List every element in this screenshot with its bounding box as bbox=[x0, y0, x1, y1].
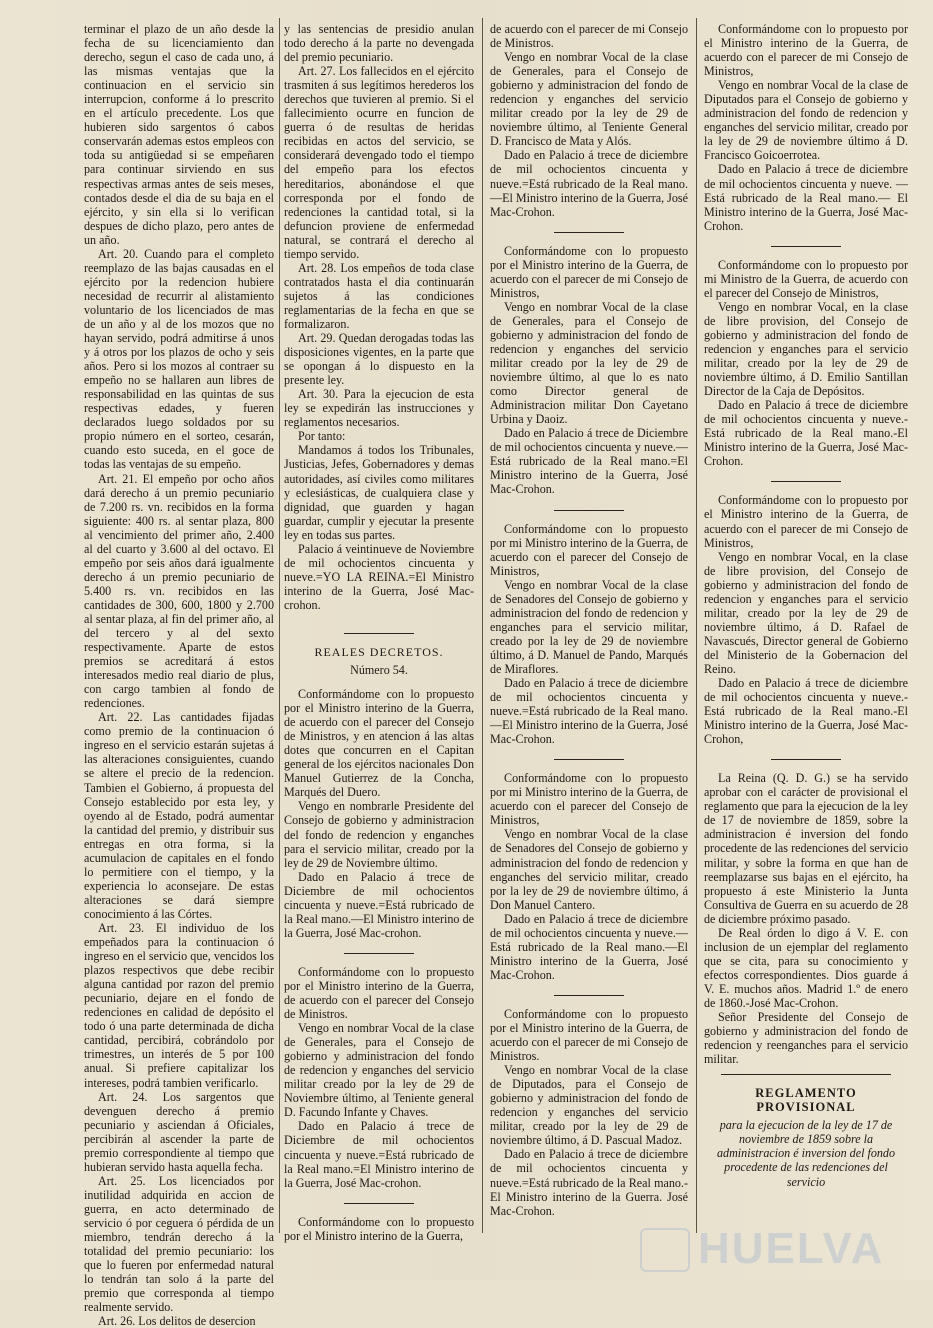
column-1 bbox=[84, 22, 274, 1328]
royal-order: La Reina (Q. D. G.) se ha servido aprobar con el carácter de provisional el reglamento que para la ejecucion de la ley de 17 de noviembre de 1859, sobre la administracion é inversion del fondo procedente de las redenciones del servicio militar, y sobre la forma en que han de reemplazarse sus bajas en el ejército, ha propuesto á este Ministerio la Junta Consultiva de Guerra en su acuerdo de 28 de diciembre próximo pasado. bbox=[704, 771, 908, 926]
paragraph: Conformándome con lo propuesto por el Ministro interino de la Guerra, de acuerdo con el parecer de mi Consejo de Ministros, bbox=[704, 493, 908, 550]
article-28: Art. 28. Los empeños de toda clase contratados hasta el dia continuarán sujetos á las condiciones reglamentarias de la fecha en que se formalizaron. bbox=[284, 260, 474, 331]
paragraph: Dado en Palacio á trece de diciembre de mil ochocientos cincuenta y nueve.—Está rubricado de la Real mano.—El Ministro interino de la Guerra, José Mac-Crohon. bbox=[490, 911, 688, 982]
paragraph: Vengo en nombrar Vocal de la clase de Generales, para el Consejo de gobierno y administracion del fondo de redencion y enganches del servicio militar creado por la ley de 29 de noviembre último, al Teniente General D. Francisco de Mata y Alós. bbox=[490, 50, 688, 149]
decree-number: Número 54. bbox=[350, 663, 408, 678]
paragraph: Vengo en nombrar Vocal de la clase de Diputados para el Consejo de gobierno y administracion del fondo de redencion y enganches del servicio militar, creado por la ley de 29 de noviembre último á D. Francisco Goicoerrotea. bbox=[704, 78, 908, 163]
paragraph: y las sentencias de presidio anulan todo derecho á la parte no devengada del premio pecuniario. bbox=[284, 22, 474, 65]
paragraph: Conformándome con lo propuesto por mi Ministro de la Guerra, de acuerdo con el parecer del Consejo de Ministros, bbox=[704, 257, 908, 300]
paragraph: Conformándome con lo propuesto por mi Ministro interino de la Guerra, de acuerdo con el parecer del Consejo de Ministros, bbox=[490, 521, 688, 578]
paragraph: Vengo en nombrar Vocal de la clase de Generales, para el Consejo de gobierno y administracion del fondo de redencion y enganches del servicio militar creado por la ley de 29 de noviembre último, al que lo es nato como Director general de Administracion militar Don Cayetano Urbina y Daoiz. bbox=[490, 299, 688, 427]
paragraph: Dado en Palacio á trece de Diciembre de mil ochocientos cincuenta y nueve.—Está rubricado de la Real mano.=El Ministro interino de la Guerra, José Mac-Crohon. bbox=[490, 426, 688, 497]
paragraph: Conformándome con lo propuesto por el Ministro interino de la Guerra, de acuerdo con el parecer de mi Consejo de Ministros, bbox=[704, 22, 908, 79]
paragraph: Vengo en nombrar Vocal de la clase de Generales, para el Consejo de gobierno y administracion del fondo de redencion y enganches del servicio militar creado por la ley de 29 de Noviembre último, al Teniente general D. Facundo Infante y Chaves. bbox=[284, 1021, 474, 1120]
article-30: Art. 30. Para la ejecucion de esta ley se expedirán las instrucciones y reglamentos necesarios. bbox=[284, 387, 474, 430]
paragraph: Por tanto: bbox=[298, 429, 346, 444]
column-3 bbox=[490, 22, 688, 1232]
separator-rule bbox=[771, 481, 841, 482]
separator-rule bbox=[771, 246, 841, 247]
column-2 bbox=[284, 22, 474, 1243]
article-23: Art. 23. El individuo de los empeñados para la continuacion ó ingreso en el servicio que, vencidos los plazos respectivos que debe recibir alguna cantidad por razon del premio pecuniario, dejare en el fondo de redenciones en calidad de depósito el todo ó una parte determinada de dicha cantidad, percibirá, cobrándolo por trimestres, un interés de 5 por 100 anual. Si prefiere capitalizar los intereses, podrá tambien verificarlo. bbox=[84, 921, 274, 1090]
paragraph: Mandamos á todos los Tribunales, Justicias, Jefes, Gobernadores y demas autoridades, así civiles como militares y eclesiásticas, de cualquiera clase y dignidad, que guarden y hagan guardar, cumplir y ejecutar la presente ley en todas sus partes. bbox=[284, 443, 474, 542]
paragraph: Conformándome con lo propuesto por el Ministro interino de la Guerra, bbox=[284, 1214, 474, 1243]
watermark-logo bbox=[640, 1222, 900, 1274]
article-25: Art. 25. Los licenciados por inutilidad adquirida en accion de guerra, en acto determinado de servicio ó por ceguera ó pérdida de un miembro, tendrán derecho á la totalidad del premio pecuniario: los que lo fueren por enfermedad natural lo tendrán tan solo á la parte del premio que corresponda al tiempo realmente servido. bbox=[84, 1173, 274, 1315]
article-21: Art. 21. El empeño por ocho años dará derecho á un premio pecuniario de 7.200 rs. vn. recibidos en la forma siguiente: 400 rs. al sentar plaza, 800 al vencimiento del primer año, 2.400 al del cuarto y 3.600 al del octavo. El empeño por seis años dará igualmente derecho á un premio pecuniario de 5.400 rs. vn. recibidos en las cantidades de 300, 600, 1800 y 2.700 al sentar plaza, al fin del primer año, al del tercero y al del sexto respectivamente. Aparte de estos premios se acreditará á estos interesados medio real diario de plus, con cargo tambien al fondo de redenciones. bbox=[84, 471, 274, 711]
paragraph: Dado en Palacio á trece de diciembre de mil ochocientos cincuenta y nueve.=Está rubricado de la Real mano.—El Ministro interino de la Guerra, José Mac-Crohon. bbox=[490, 676, 688, 747]
paragraph: Conformándome con lo propuesto por el Ministro interino de la Guerra, de acuerdo con el parecer del Consejo de Ministros. bbox=[284, 964, 474, 1022]
paragraph: De Real órden lo digo á V. E. con inclusion de un ejemplar del reglamento que se cita, para su conocimiento y efectos correspondientes. Dios guarde á V. E. muchos años. Madrid 1.º de enero de 1860.-José Mac-Crohon. bbox=[704, 925, 908, 1010]
paragraph: Dado en Palacio á trece de diciembre de mil ochocientos cincuenta y nueve.-Está rubricado de la Real mano.-El Ministro interino de la Guerra, José Mac-Crohon. bbox=[704, 398, 908, 469]
separator-rule bbox=[554, 510, 624, 511]
paragraph: Vengo en nombrarle Presidente del Consejo de gobierno y administracion del fondo de redencion y enganches para el servicio militar, creado por la ley de 29 de Noviembre último. bbox=[284, 799, 474, 870]
column-rule bbox=[696, 18, 697, 1233]
paragraph: Vengo en nombrar Vocal de la clase de Senadores del Consejo de gobierno y administracion del fondo de redencion y enganches del servicio militar, creado por la ley de 29 de noviembre último, á Don Manuel Cantero. bbox=[490, 827, 688, 912]
article-26: Art. 26. Los delitos de desercion bbox=[98, 1314, 256, 1328]
section-heading: REALES DECRETOS. bbox=[314, 644, 444, 659]
column-rule bbox=[279, 18, 280, 1233]
separator-rule bbox=[344, 953, 414, 954]
paragraph: de acuerdo con el parecer de mi Consejo de Ministros. bbox=[490, 22, 688, 51]
paragraph: Dado en Palacio á trece de Diciembre de mil ochocientos cincuenta y nueve.=Está rubricado de la Real mano.=El Ministro interino de la Guerra, José Mac-crohon. bbox=[284, 1119, 474, 1190]
separator-rule bbox=[554, 995, 624, 996]
watermark-text: HUELVA bbox=[698, 1224, 885, 1273]
paragraph: Conformándome con lo propuesto por el Ministro interino de la Guerra, de acuerdo con el parecer de mi Consejo de Ministros, bbox=[490, 243, 688, 300]
article-24: Art. 24. Los sargentos que devenguen derecho á premio pecuniario y asciendan á Oficiales, percibirán al ascender la parte de premio correspondiente al tiempo que hubieran servido hasta aquella fecha. bbox=[84, 1089, 274, 1174]
separator-rule bbox=[554, 232, 624, 233]
paragraph: Conformándome con lo propuesto por el Ministro interino de la Guerra, de acuerdo con el parecer de mi Consejo de Ministros. bbox=[490, 1006, 688, 1064]
separator-rule bbox=[344, 1203, 414, 1204]
separator-rule bbox=[771, 759, 841, 760]
paragraph: Dado en Palacio á trece de diciembre de mil ochocientos cincuenta y nueve.-Está rubricado de la Real mano.-El Ministro interino de la Guerra, José Mac-Crohon, bbox=[704, 676, 908, 747]
paragraph: Vengo en nombrar Vocal de la clase de Diputados, para el Consejo de gobierno y administracion del fondo de redencion y enganches del servicio militar, creado por la ley de 29 de noviembre último, á D. Pascual Madoz. bbox=[490, 1063, 688, 1148]
paragraph: Vengo en nombrar Vocal, en la clase de libre provision, del Consejo de gobierno y administracion del fondo de redencion y enganches para el servicio militar, creado por la ley de 29 de noviembre último, á D. Rafael de Navascués, Director general de Gobierno del Ministerio de la Gobernacion del Reino. bbox=[704, 549, 908, 676]
separator-rule bbox=[344, 633, 414, 634]
regulation-subtitle: para la ejecucion de la ley de 17 de noviembre de 1859 sobre la administracion é inversion del fondo procedente de las redenciones del servicio bbox=[716, 1118, 896, 1189]
paragraph: Dado en Palacio á trece de diciembre de mil ochocientos cincuenta y nueve.=Está rubricado de la Real mano.—El Ministro interino de la Guerra, José Mac-Crohon. bbox=[490, 148, 688, 219]
paragraph: Conformándome con lo propuesto por el Ministro interino de la Guerra, de acuerdo con el parecer del Consejo de Ministros, y en atencion á las altas dotes que concurren en el Capitan general de los ejércitos nacionales Don Manuel Gutierrez de la Concha, Marqués del Duero. bbox=[284, 687, 474, 800]
paragraph: Dado en Palacio á trece de diciembre de mil ochocientos cincuenta y nueve. —Está rubricado de la Real mano.— El Ministro interino de la Guerra, José Mac-Crohon. bbox=[704, 162, 908, 233]
article-27: Art. 27. Los fallecidos en el ejército trasmiten á sus legítimos herederos los derechos que tuvieren al premio. Si el fallecimiento ocurre en funcion de guerra ó de resultas de heridas recibidas en actos del servicio, se considerará devengado todo el tiempo del empeño para los efectos hereditarios, abonándose el que corresponda por el fondo de redenciones la cantidad total, si la defuncion proviene de enfermedad natural, se contrará el derecho al tiempo servido. bbox=[284, 64, 474, 261]
regulation-title: REGLAMENTO PROVISIONAL bbox=[755, 1086, 857, 1115]
addressee: Señor Presidente del Consejo de gobierno y administracion del fondo de redencion y reenganches para el servicio militar. bbox=[704, 1010, 908, 1067]
article-29: Art. 29. Quedan derogadas todas las disposiciones vigentes, en la parte que se opongan á lo dispuesto en la presente ley. bbox=[284, 331, 474, 388]
paragraph: terminar el plazo de un año desde la fecha de su licenciamiento dan derecho, segun el caso de cada uno, á las mismas ventajas que la continuacion en el servicio sin interrupcion, conforme á lo prescrito en el artículo precedente. Los que hubieren sido sargentos ó cabos conservarán ademas estos empleos con toda su antigüedad si se empeñaren para continuar sirviendo en sus respectivas armas antes de seis meses, contados desde el dia de su baja en el ejército, y sin ella si lo verifican despues de dicho plazo, pero antes de un año. bbox=[84, 22, 274, 247]
signature-line: Palacio á veintinueve de Noviembre de mil ochocientos cincuenta y nueve.=YO LA REINA.=El Ministro interino de la Guerra, José Mac-crohon. bbox=[284, 541, 474, 612]
separator-rule bbox=[554, 759, 624, 760]
seal-icon bbox=[640, 1228, 690, 1272]
paragraph: Vengo en nombrar Vocal, en la clase de libre provision, del Consejo de gobierno y administracion del fondo de redencion y enganches para el servicio militar, creado por la ley de 29 de noviembre último, á D. Emilio Santillan Director de la Caja de Depósitos. bbox=[704, 299, 908, 399]
paragraph: Vengo en nombrar Vocal de la clase de Senadores del Consejo de gobierno y administracion del fondo de redencion y enganches para el servicio militar, creado por la ley de 29 de noviembre último, á D. Manuel de Pando, Marqués de Miraflores. bbox=[490, 577, 688, 676]
column-rule bbox=[482, 18, 483, 1233]
paragraph: Conformándome con lo propuesto por mi Ministro interino de la Guerra, de acuerdo con el parecer del Consejo de Ministros, bbox=[490, 771, 688, 828]
article-22: Art. 22. Las cantidades fijadas como premio de la continuacion ó ingreso en el servicio estarán sujetas á las alteraciones consiguientes, cuando se altere el precio de la redencion. Tambien el Gobierno, á propuesta del Consejo establecido por esta ley, y oyendo al de Estado, podrá aumentar la cantidad del premio, y distribuir sus entregas en otra forma, si la acumulacion de capitales en el fondo lo permitiere con el tiempo, y la experiencia lo aconsejare. De estas alteraciones se dará siempre conocimiento á las Córtes. bbox=[84, 710, 274, 921]
separator-rule bbox=[721, 1074, 891, 1075]
article-20: Art. 20. Cuando para el completo reemplazo de las bajas causadas en el ejército por la redencion hubiere necesidad de recurrir al alistamiento voluntario de los licenciados de mas de un año y al de los mozos que no hayan servido, podrá admitirse á unos y á otros por los plazos de ocho y seis años. Pero si los mozos al contraer su empeño no se hallaren aun libres de responsabilidad en las quintas de sus respectivas edades, y fueren declarados luego soldados por su propio número en el sorteo, cesarán, cuando esto suceda, en el goce de todas las ventajas de su empeño. bbox=[84, 246, 274, 472]
column-4 bbox=[704, 22, 908, 1232]
paragraph: Dado en Palacio á trece de diciembre de mil ochocientos cincuenta y nueve.=Está rubricado de la Real mano.-El Ministro interino de la Guerra. José Mac-Crohon. bbox=[490, 1147, 688, 1218]
paragraph: Dado en Palacio á trece de Diciembre de mil ochocientos cincuenta y nueve.=Está rubricado de la Real mano.—El Ministro interino de la Guerra, José Mac-crohon. bbox=[284, 869, 474, 940]
